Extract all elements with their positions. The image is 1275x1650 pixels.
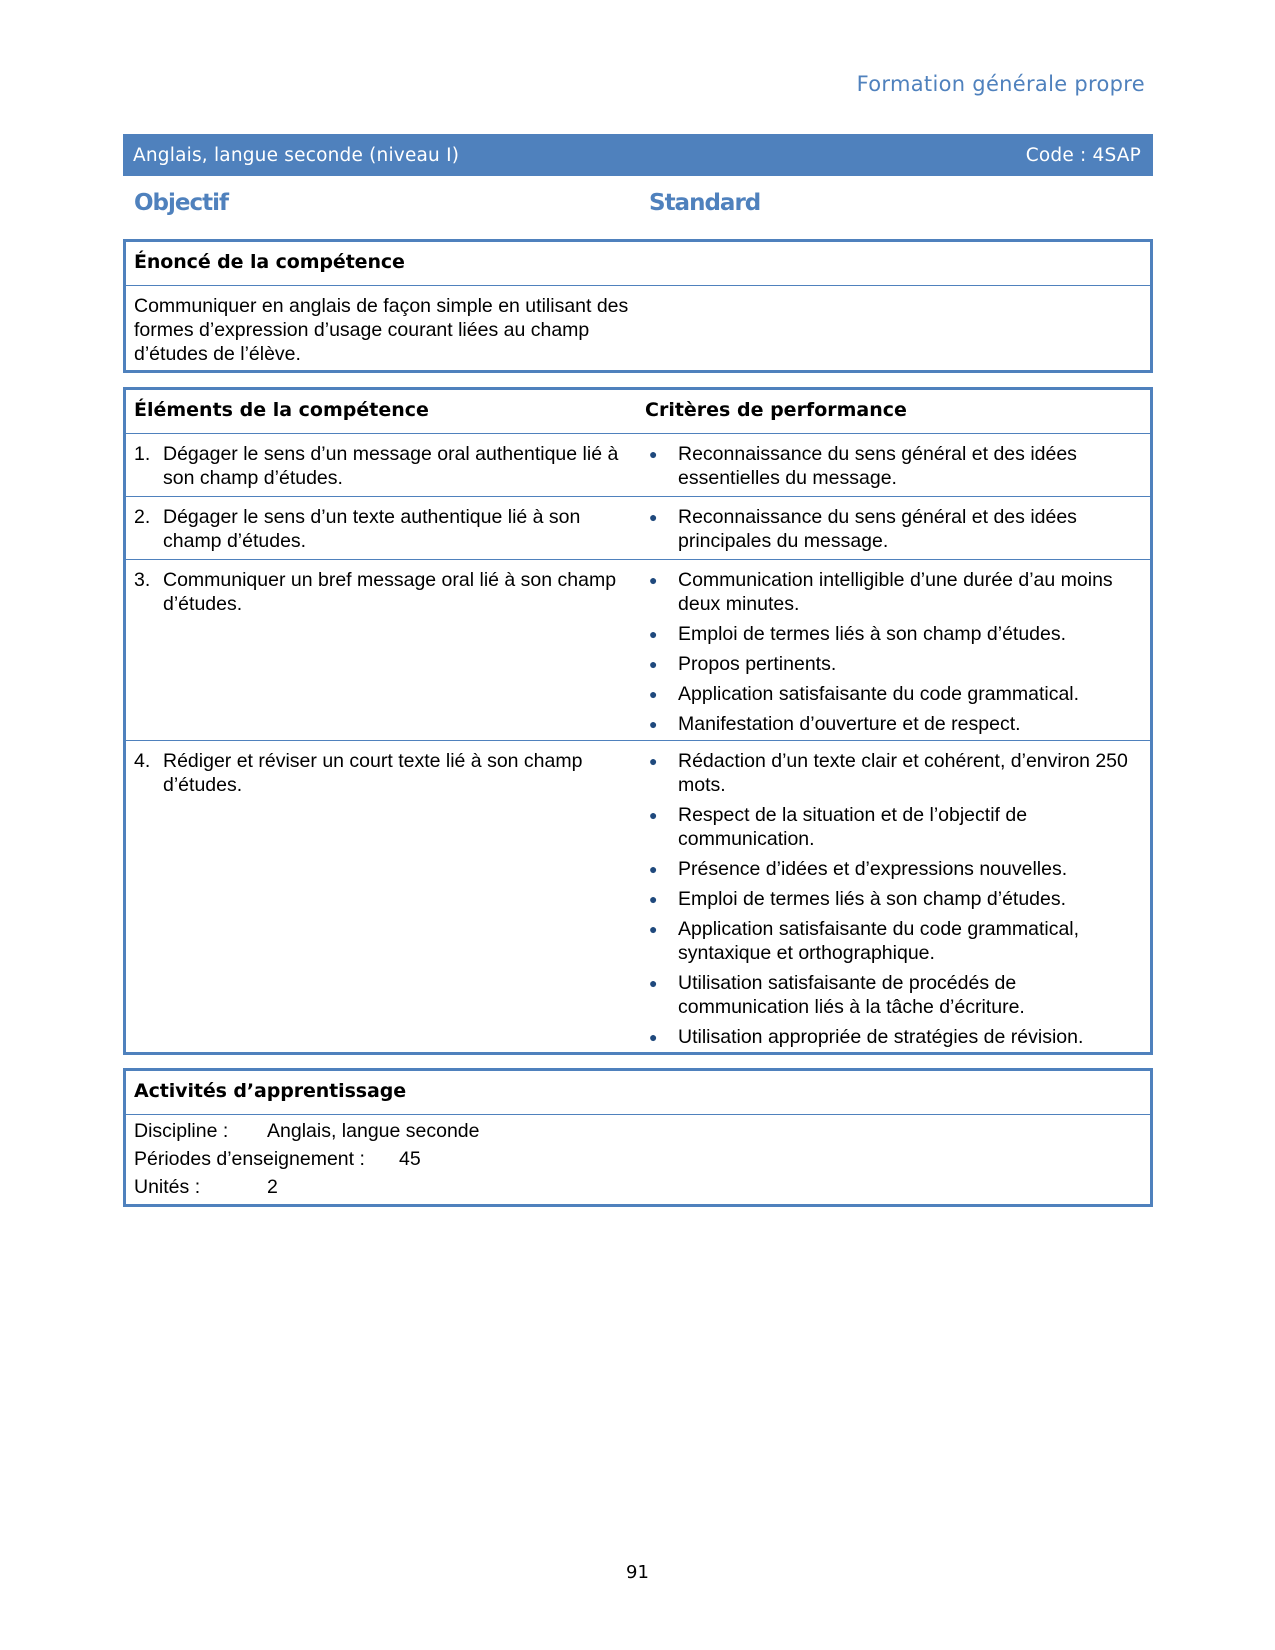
bullet-icon: ● — [649, 656, 658, 672]
objectif-title: Objectif — [134, 190, 229, 216]
bullet-icon: ● — [649, 686, 658, 702]
bullet-icon: ● — [649, 807, 658, 823]
table-row — [126, 560, 1150, 741]
column-titles — [134, 190, 1144, 224]
table-row — [126, 497, 1150, 560]
units-row — [126, 1173, 1150, 1201]
periods-label: Périodes d’enseignement : — [134, 1148, 365, 1170]
criterion-item: ● Emploi de termes liés à son champ d’études. — [645, 622, 1142, 646]
bullet-icon: ● — [649, 1029, 658, 1045]
criterion-item: ● Utilisation satisfaisante de procédés de communication liés à la tâche d’écriture. — [645, 971, 1142, 1019]
criterion-item: ● Respect de la situation et de l’objectif de communication. — [645, 803, 1142, 851]
course-band — [123, 134, 1153, 176]
criterion-item: ● Rédaction d’un texte clair et cohérent, d’environ 250 mots. — [645, 749, 1142, 797]
criterion-item: ● Manifestation d’ouverture et de respect. — [645, 712, 1142, 736]
bullet-icon: ● — [649, 975, 658, 991]
header-criteria: Critères de performance — [645, 399, 907, 421]
course-title: Anglais, langue seconde (niveau I) — [133, 144, 460, 166]
page-number: 91 — [626, 1562, 649, 1583]
table-header — [126, 390, 1150, 434]
table-row — [126, 434, 1150, 497]
criterion-item: ● Reconnaissance du sens général et des idées essentielles du message. — [645, 442, 1142, 490]
criterion-item: ● Reconnaissance du sens général et des idées principales du message. — [645, 505, 1142, 553]
criterion-item: ● Communication intelligible d’une durée d’au moins deux minutes. — [645, 568, 1142, 616]
discipline-row — [126, 1117, 1150, 1145]
competence-heading: Énoncé de la compétence — [126, 242, 1150, 286]
element-number: 4. — [134, 750, 151, 772]
competence-box — [123, 239, 1153, 373]
discipline-value: Anglais, langue seconde — [267, 1120, 480, 1142]
criterion-item: ● Emploi de termes liés à son champ d’études. — [645, 887, 1142, 911]
criterion-item: ● Application satisfaisante du code grammatical. — [645, 682, 1142, 706]
element-number: 2. — [134, 506, 151, 528]
elements-table — [123, 387, 1153, 1055]
bullet-icon: ● — [649, 572, 658, 588]
competence-statement: Communiquer en anglais de façon simple en utilisant des formes d’expression d’usage courant liées au champ d’études de l’élève. — [134, 295, 629, 365]
units-label: Unités : — [134, 1176, 201, 1198]
element-text: Rédiger et réviser un court texte lié à son champ d’études. — [163, 750, 583, 796]
discipline-label: Discipline : — [134, 1120, 229, 1142]
standard-title: Standard — [649, 190, 761, 216]
bullet-icon: ● — [649, 716, 658, 732]
header-elements: Éléments de la compétence — [134, 399, 429, 421]
criterion-item: ● Présence d’idées et d’expressions nouvelles. — [645, 857, 1142, 881]
criterion-item: ● Propos pertinents. — [645, 652, 1142, 676]
element-number: 3. — [134, 569, 151, 591]
periods-value: 45 — [399, 1148, 421, 1170]
element-number: 1. — [134, 443, 151, 465]
bullet-icon: ● — [649, 891, 658, 907]
bullet-icon: ● — [649, 861, 658, 877]
activities-heading: Activités d’apprentissage — [126, 1071, 1150, 1115]
table-row — [126, 741, 1150, 1051]
element-text: Dégager le sens d’un message oral authentique lié à son champ d’études. — [163, 443, 619, 489]
element-text: Communiquer un bref message oral lié à son champ d’études. — [163, 569, 617, 615]
units-value: 2 — [267, 1176, 278, 1198]
bullet-icon: ● — [649, 626, 658, 642]
bullet-icon: ● — [649, 509, 658, 525]
criterion-item: ● Application satisfaisante du code grammatical, syntaxique et orthographique. — [645, 917, 1142, 965]
activities-box — [123, 1068, 1153, 1207]
bullet-icon: ● — [649, 921, 658, 937]
criterion-item: ● Utilisation appropriée de stratégies de révision. — [645, 1025, 1142, 1049]
periods-row — [126, 1145, 1150, 1173]
element-text: Dégager le sens d’un texte authentique lié à son champ d’études. — [163, 506, 581, 552]
bullet-icon: ● — [649, 446, 658, 462]
course-code: Code : 4SAP — [1025, 144, 1141, 166]
running-header: Formation générale propre — [856, 72, 1145, 96]
bullet-icon: ● — [649, 753, 658, 769]
